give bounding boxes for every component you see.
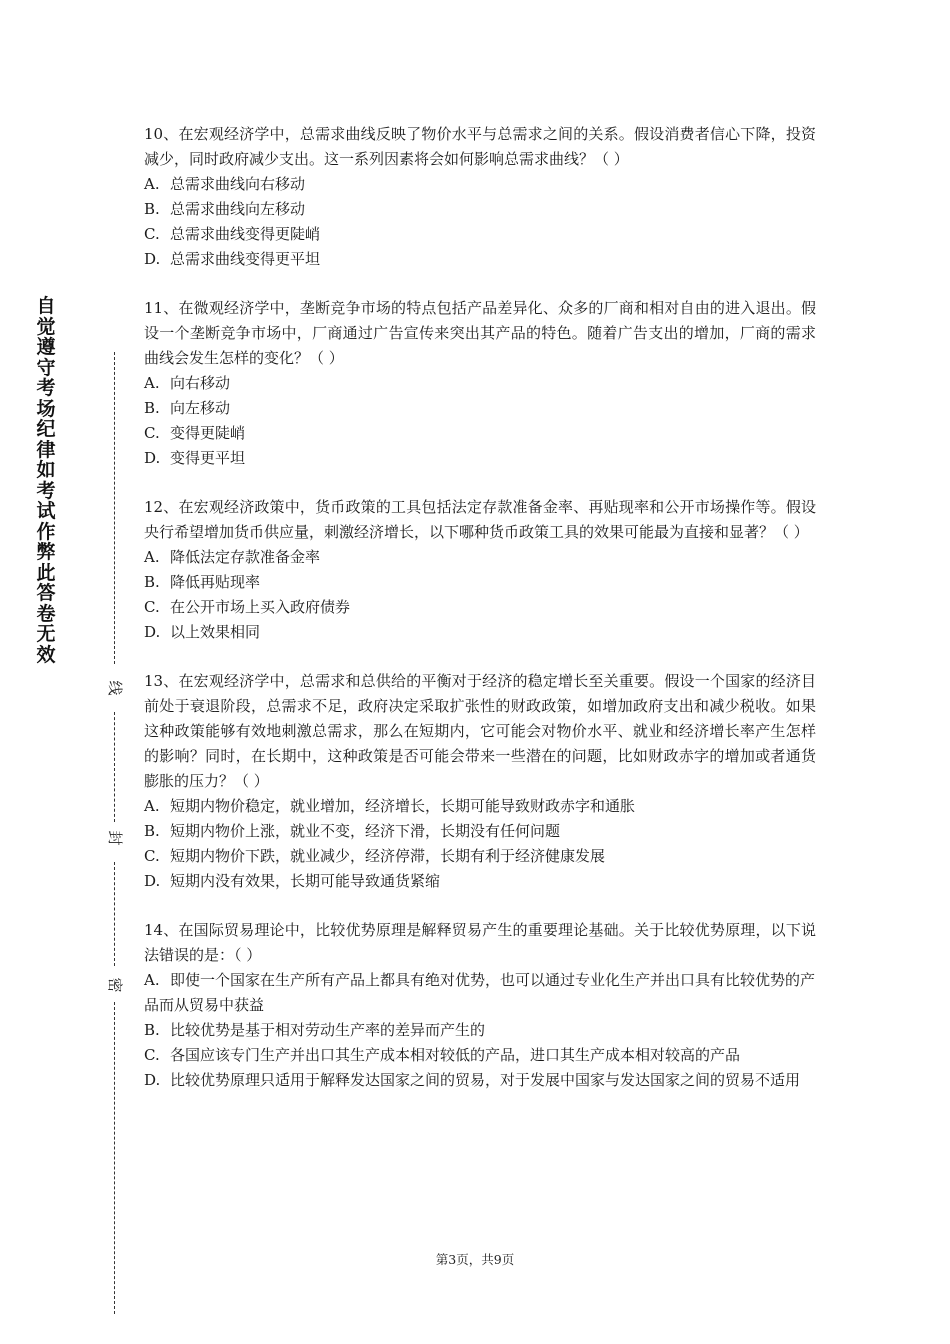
option-d <box>144 869 816 894</box>
option-text: 在公开市场上买入政府债券 <box>170 598 351 616</box>
binding-label-seal: 封 <box>106 830 124 846</box>
option-text: 短期内物价上涨，就业不变，经济下滑，长期没有任何问题 <box>170 822 561 840</box>
question-stem: 13、在宏观经济学中，总需求和总供给的平衡对于经济的稳定增长至关重要。假设一个国家的经济目前处于衰退阶段，总需求不足，政府决定采取扩张性的财政政策，如增加政府支出和减少税收。如果这种政策能够有效地刺激总需求，那么在短期内，它可能会对物价水平、就业和经济增长率产生怎样的影响？同时，在长期中，这种政策是否可能会带来一些潜在的问题，比如财政赤字的增加或者通货膨胀的压力？（ ） <box>144 672 816 790</box>
option-b <box>144 396 816 421</box>
option-letter: B. <box>144 200 160 218</box>
option-text: 以上效果相同 <box>170 623 261 641</box>
option-c <box>144 1043 816 1068</box>
option-b <box>144 197 816 222</box>
question-11 <box>144 296 816 471</box>
question-14 <box>144 918 816 1093</box>
option-letter: B. <box>144 399 160 417</box>
option-text: 短期内物价下跌，就业减少，经济停滞，长期有利于经济健康发展 <box>170 847 606 865</box>
option-d <box>144 446 816 471</box>
option-text: 向右移动 <box>170 374 231 392</box>
option-b <box>144 819 816 844</box>
option-letter: A. <box>144 548 160 566</box>
question-10 <box>144 122 816 272</box>
binding-dash-line-top <box>114 352 115 664</box>
option-text: 总需求曲线变得更陡峭 <box>170 225 321 243</box>
binding-label-secret: 密 <box>106 977 124 993</box>
option-c <box>144 595 816 620</box>
option-letter: C. <box>144 598 160 616</box>
option-text: 总需求曲线向左移动 <box>170 200 306 218</box>
option-text: 比较优势原理只适用于解释发达国家之间的贸易，对于发展中国家与发达国家之间的贸易不适用 <box>170 1071 801 1089</box>
binding-label-line: 线 <box>106 680 124 696</box>
option-text: 短期内没有效果，长期可能导致通货紧缩 <box>170 872 441 890</box>
option-letter: A. <box>144 374 160 392</box>
option-letter: D. <box>144 623 161 641</box>
question-list <box>144 122 816 1117</box>
option-letter: D. <box>144 872 161 890</box>
option-text: 变得更平坦 <box>170 449 246 467</box>
question-13 <box>144 669 816 894</box>
option-d <box>144 620 816 645</box>
option-text: 总需求曲线向右移动 <box>170 175 306 193</box>
option-text: 各国应该专门生产并出口其生产成本相对较低的产品，进口其生产成本相对较高的产品 <box>170 1046 741 1064</box>
option-letter: C. <box>144 847 160 865</box>
binding-dash-line-mid <box>114 712 115 822</box>
option-text: 短期内物价稳定，就业增加，经济增长，长期可能导致财政赤字和通胀 <box>170 797 636 815</box>
question-stem: 10、在宏观经济学中，总需求曲线反映了物价水平与总需求之间的关系。假设消费者信心下降，投资减少，同时政府减少支出。这一系列因素将会如何影响总需求曲线？（ ） <box>144 125 816 168</box>
option-c <box>144 222 816 247</box>
option-letter: D. <box>144 449 161 467</box>
option-letter: A. <box>144 175 160 193</box>
option-letter: D. <box>144 1071 161 1089</box>
question-stem: 12、在宏观经济政策中，货币政策的工具包括法定存款准备金率、再贴现率和公开市场操作等。假设央行希望增加货币供应量，刺激经济增长，以下哪种货币政策工具的效果可能最为直接和显著？（ ） <box>144 498 816 541</box>
option-letter: A. <box>144 971 160 989</box>
option-text: 即使一个国家在生产所有产品上都具有绝对优势，也可以通过专业化生产并出口具有比较优势的产品而从贸易中获益 <box>144 971 816 1014</box>
option-text: 比较优势是基于相对劳动生产率的差异而产生的 <box>170 1021 486 1039</box>
question-stem: 14、在国际贸易理论中，比较优势原理是解释贸易产生的重要理论基础。关于比较优势原理，以下说法错误的是：（ ） <box>144 921 816 964</box>
option-letter: C. <box>144 424 160 442</box>
exam-discipline-notice: 自觉遵守考场纪律如考试作弊此答卷无效 <box>36 295 56 666</box>
option-letter: C. <box>144 225 160 243</box>
option-c <box>144 844 816 869</box>
option-b <box>144 570 816 595</box>
option-a <box>144 371 816 396</box>
option-text: 总需求曲线变得更平坦 <box>170 250 321 268</box>
question-12 <box>144 495 816 645</box>
option-d <box>144 247 816 272</box>
option-text: 变得更陡峭 <box>170 424 246 442</box>
option-a <box>144 172 816 197</box>
option-text: 降低再贴现率 <box>170 573 261 591</box>
option-d <box>144 1068 816 1093</box>
option-text: 向左移动 <box>170 399 231 417</box>
binding-dash-line-lower <box>114 862 115 966</box>
question-stem: 11、在微观经济学中，垄断竞争市场的特点包括产品差异化、众多的厂商和相对自由的进入退出。假设一个垄断竞争市场中，厂商通过广告宣传来突出其产品的特色。随着广告支出的增加，厂商的需求曲线会发生怎样的变化？（ ） <box>144 299 816 367</box>
option-c <box>144 421 816 446</box>
option-letter: B. <box>144 1021 160 1039</box>
option-a <box>144 794 816 819</box>
option-a <box>144 968 816 1018</box>
option-letter: D. <box>144 250 161 268</box>
option-letter: B. <box>144 573 160 591</box>
option-text: 降低法定存款准备金率 <box>170 548 321 566</box>
option-a <box>144 545 816 570</box>
option-letter: B. <box>144 822 160 840</box>
option-letter: A. <box>144 797 160 815</box>
option-b <box>144 1018 816 1043</box>
page-footer: 第3页，共9页 <box>435 1252 515 1267</box>
option-letter: C. <box>144 1046 160 1064</box>
